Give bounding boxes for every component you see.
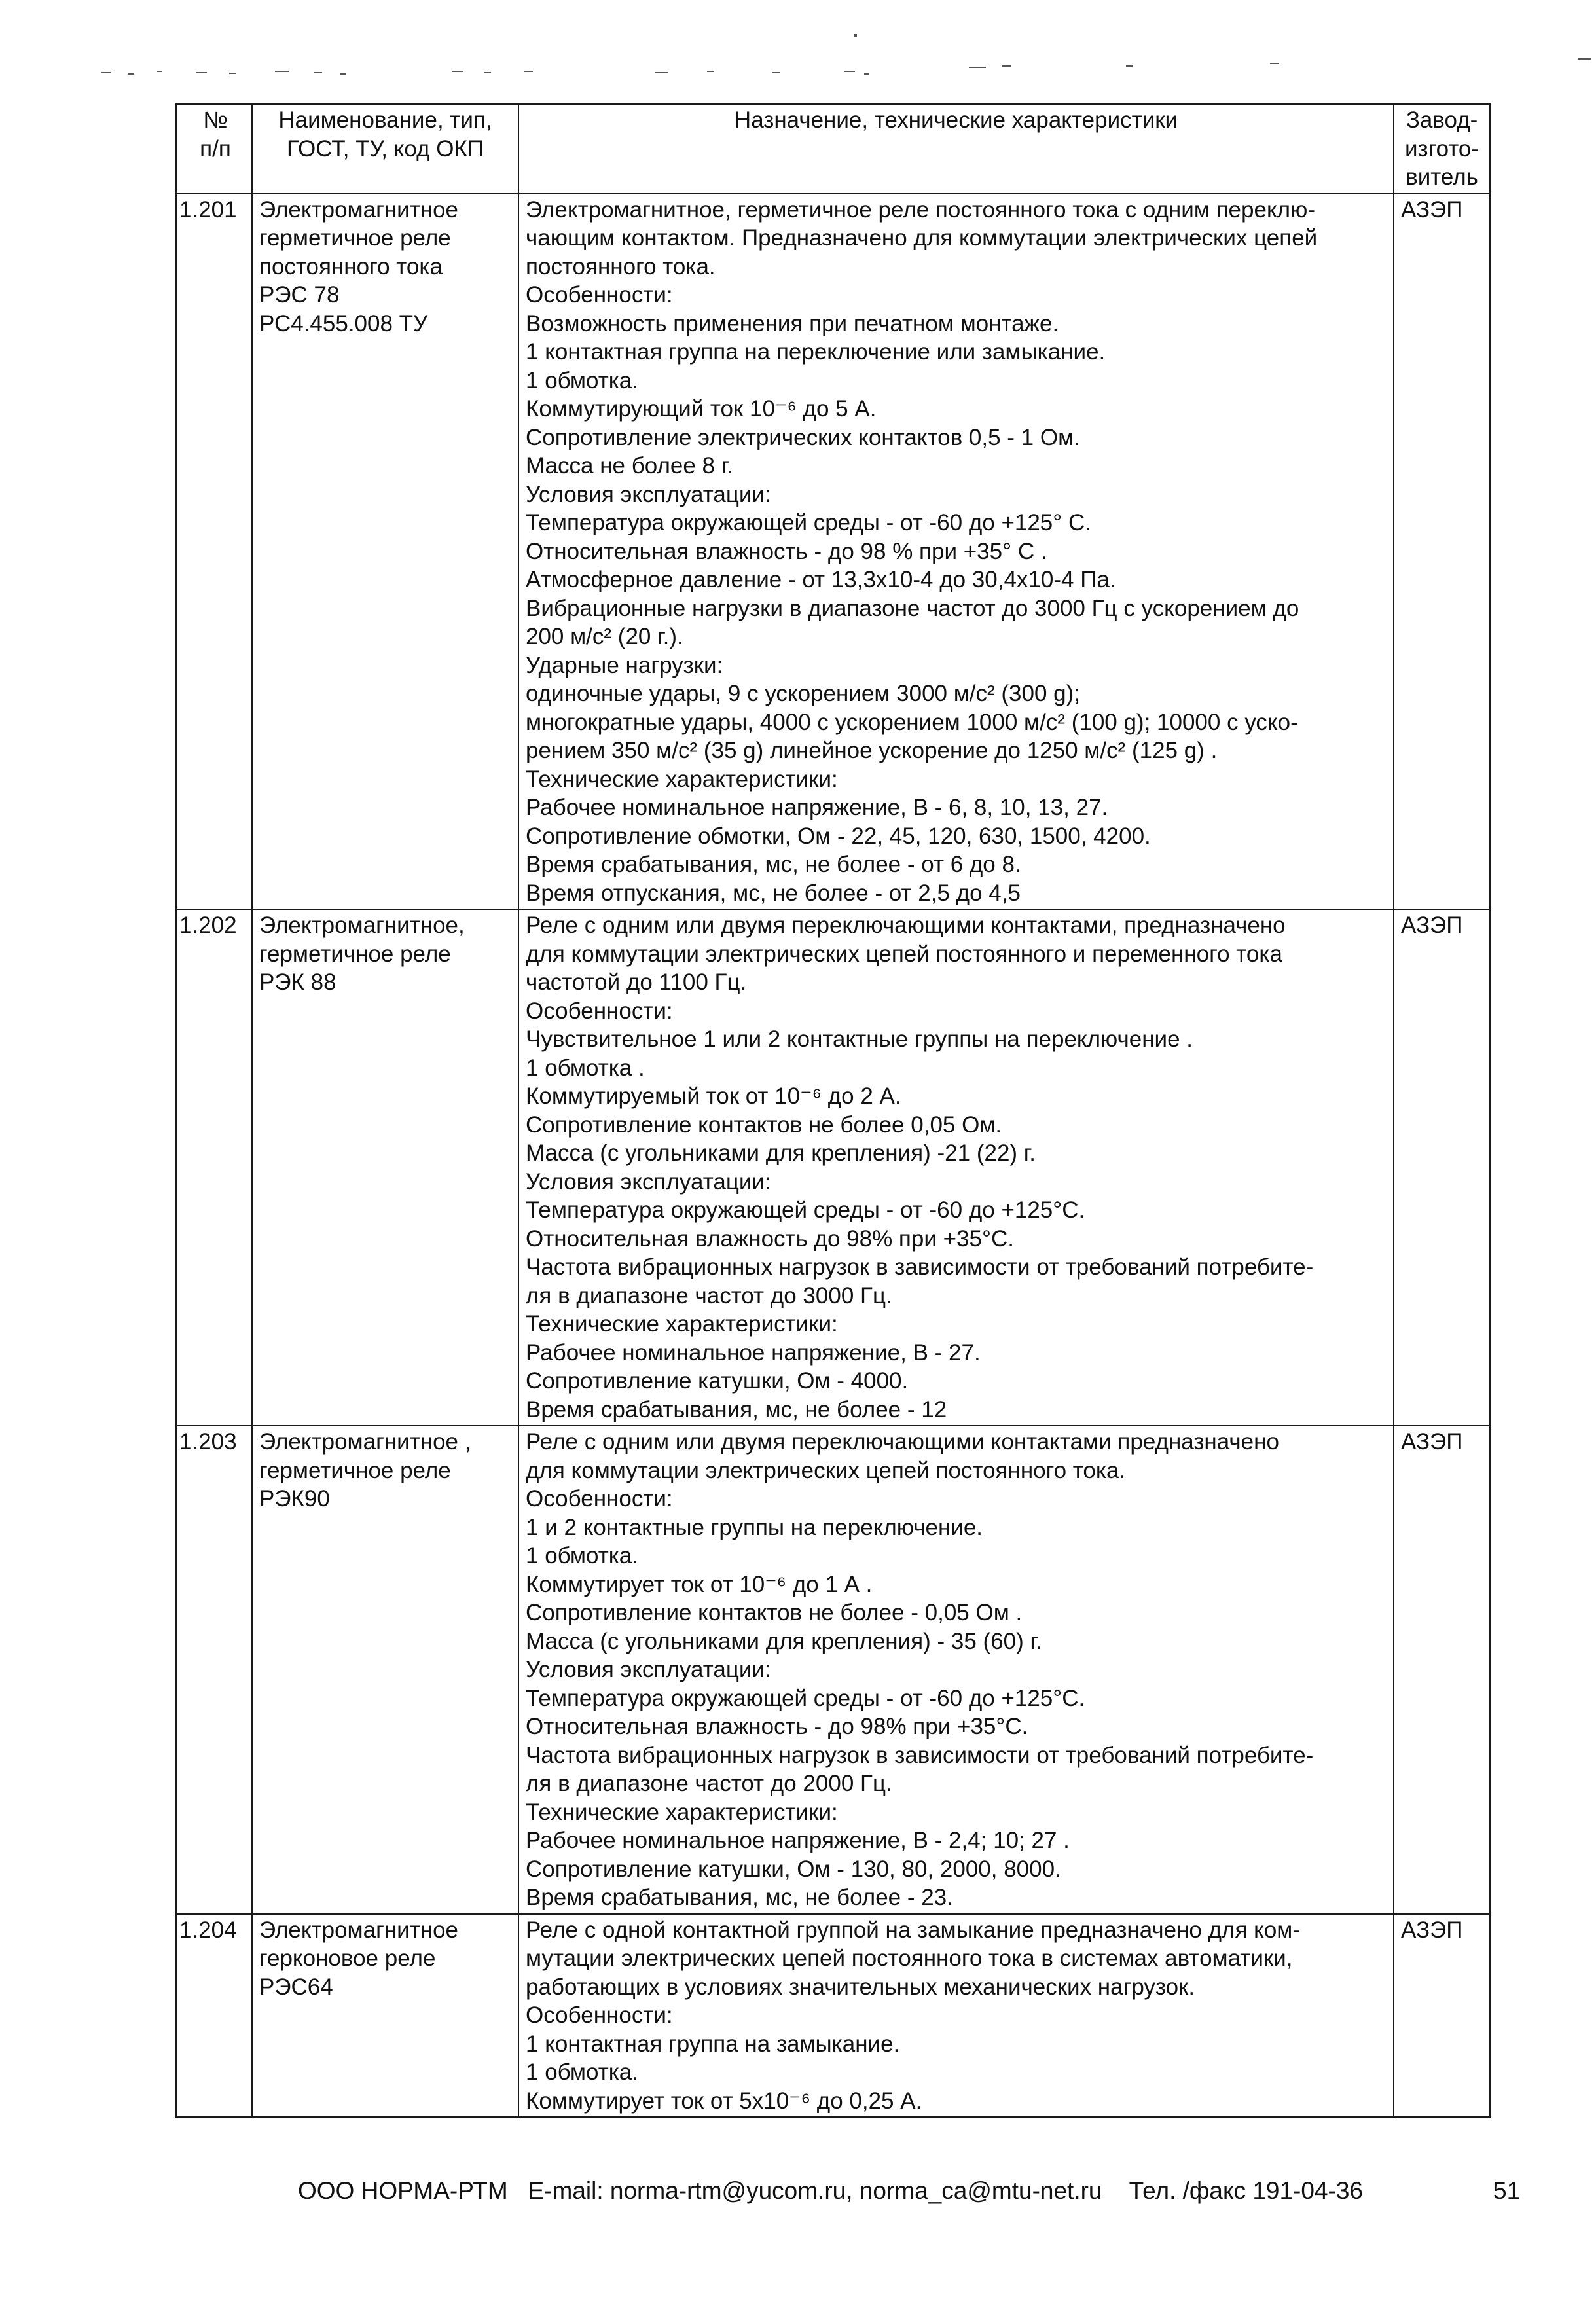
description-line: Электромагнитное, герметичное реле постоянного тока с одним переклю- bbox=[526, 196, 1315, 223]
description-line: 1 обмотка. bbox=[526, 2059, 638, 2085]
description-cell bbox=[518, 194, 1394, 910]
description-line: 1 обмотка. bbox=[526, 1543, 638, 1568]
description-line: Реле с одним или двумя переключающими контактами предназначено bbox=[526, 1429, 1279, 1455]
description-line: Особенности: bbox=[526, 282, 673, 308]
description-line: 1 обмотка . bbox=[526, 1055, 645, 1081]
product-name-line: Электромагнитное bbox=[259, 1917, 459, 1943]
description-line: Коммутируемый ток от 10⁻⁶ до 2 А. bbox=[526, 1083, 901, 1109]
description-line: Частота вибрационных нагрузок в зависимости от требований потребите- bbox=[526, 1254, 1314, 1280]
description-line: Сопротивление катушки, Ом - 130, 80, 2000, 8000. bbox=[526, 1856, 1061, 1882]
header-desc bbox=[518, 104, 1394, 194]
relay-table bbox=[175, 103, 1491, 2118]
description-line: Сопротивление обмотки, Ом - 22, 45, 120, 630, 1500, 4200. bbox=[526, 823, 1151, 849]
row-number bbox=[176, 909, 252, 1426]
description-line: Условия эксплуатации: bbox=[526, 1657, 771, 1682]
description-line: Коммутирует ток от 5х10⁻⁶ до 0,25 А. bbox=[526, 2088, 922, 2114]
manufacturer-cell bbox=[1394, 1914, 1490, 2118]
description-line: работающих в условиях значительных механических нагрузок. bbox=[526, 1974, 1195, 2000]
description-line: Вибрационные нагрузки в диапазоне частот до 3000 Гц с ускорением до bbox=[526, 595, 1299, 621]
description-line: Условия эксплуатации: bbox=[526, 481, 771, 507]
description-line: Рабочее номинальное напряжение, В - 27. bbox=[526, 1339, 981, 1366]
description-line: Чувствительное 1 или 2 контактные группы на переключение . bbox=[526, 1026, 1193, 1052]
manufacturer-text: АЗЭП bbox=[1401, 913, 1463, 938]
product-name-line: Электромагнитное, bbox=[259, 913, 465, 938]
header-maker-line: Завод- bbox=[1406, 107, 1478, 133]
description-line: мутации электрических цепей постоянного тока в системах автоматики, bbox=[526, 1946, 1293, 1971]
table-row bbox=[176, 1914, 1490, 2118]
product-name-line: РЭС64 bbox=[259, 1974, 333, 2000]
manufacturer-text: АЗЭП bbox=[1401, 1917, 1463, 1943]
description-line: Рабочее номинальное напряжение, В - 2,4; 10; 27 . bbox=[526, 1828, 1070, 1853]
row-number-text: 1.204 bbox=[179, 1917, 237, 1943]
manufacturer-cell bbox=[1394, 909, 1490, 1426]
product-name-line: РС4.455.008 ТУ bbox=[259, 310, 428, 336]
scan-noise-marks bbox=[0, 0, 1596, 92]
description-line: Время срабатывания, мс, не более - 12 bbox=[526, 1396, 947, 1422]
description-line: чающим контактом. Предназначено для коммутации электрических цепей bbox=[526, 225, 1318, 251]
description-line: постоянного тока. bbox=[526, 253, 716, 280]
description-line: Технические характеристики: bbox=[526, 1799, 838, 1825]
product-name-line: герметичное реле bbox=[259, 941, 451, 967]
description-line: Относительная влажность - до 98% при +35°С. bbox=[526, 1714, 1028, 1739]
description-line: Коммутирующий ток 10⁻⁶ до 5 А. bbox=[526, 396, 877, 422]
description-line: Время срабатывания, мс, не более - от 6 до 8. bbox=[526, 852, 1021, 877]
description-line: одиночные удары, 9 с ускорением 3000 м/с² (300 g); bbox=[526, 681, 1081, 706]
description-line: Сопротивление контактов не более - 0,05 Ом . bbox=[526, 1600, 1023, 1625]
description-line: ля в диапазоне частот до 3000 Гц. bbox=[526, 1282, 892, 1309]
header-num-line: п/п bbox=[200, 136, 231, 162]
header-desc-line: Назначение, технические характеристики bbox=[734, 107, 1178, 133]
description-line: Температура окружающей среды - от -60 до +125°С. bbox=[526, 1197, 1085, 1223]
description-line: для коммутации электрических цепей постоянного тока. bbox=[526, 1457, 1126, 1483]
product-name-cell bbox=[252, 194, 518, 910]
description-line: Особенности: bbox=[526, 1486, 673, 1512]
page-number: 51 bbox=[1493, 2177, 1521, 2204]
description-cell bbox=[518, 1914, 1394, 2118]
description-line: Сопротивление катушки, Ом - 4000. bbox=[526, 1368, 909, 1394]
row-number-text: 1.202 bbox=[179, 913, 237, 938]
product-name-cell bbox=[252, 1426, 518, 1914]
description-line: 1 контактная группа на замыкание. bbox=[526, 2031, 900, 2057]
description-line: Температура окружающей среды - от -60 до +125° С. bbox=[526, 510, 1091, 535]
description-line: Время срабатывания, мс, не более - 23. bbox=[526, 1885, 953, 1910]
description-line: 200 м/с² (20 г.). bbox=[526, 624, 683, 649]
description-line: Частота вибрационных нагрузок в зависимости от требований потребите- bbox=[526, 1742, 1314, 1768]
description-line: Относительная влажность до 98% при +35°С. bbox=[526, 1225, 1014, 1252]
description-line: Реле с одним или двумя переключающими контактами, предназначено bbox=[526, 913, 1286, 938]
description-line: 1 контактная группа на переключение или замыкание. bbox=[526, 339, 1106, 365]
product-name-cell bbox=[252, 1914, 518, 2118]
description-line: для коммутации электрических цепей постоянного и переменного тока bbox=[526, 941, 1282, 967]
header-maker-line: витель bbox=[1406, 164, 1478, 190]
description-line: Технические характеристики: bbox=[526, 766, 838, 792]
description-line: рением 350 м/с² (35 g) линейное ускорение до 1250 м/с² (125 g) . bbox=[526, 738, 1218, 763]
description-cell bbox=[518, 909, 1394, 1426]
description-line: Особенности: bbox=[526, 998, 673, 1024]
description-line: Сопротивление контактов не более 0,05 Ом. bbox=[526, 1112, 1002, 1138]
manufacturer-text: АЗЭП bbox=[1401, 196, 1463, 223]
manufacturer-cell bbox=[1394, 1426, 1490, 1914]
description-line: Ударные нагрузки: bbox=[526, 652, 723, 678]
row-number bbox=[176, 1426, 252, 1914]
table-row bbox=[176, 194, 1490, 910]
description-line: Особенности: bbox=[526, 2002, 673, 2028]
description-line: Рабочее номинальное напряжение, В - 6, 8, 10, 13, 27. bbox=[526, 795, 1108, 820]
footer-email: E-mail: norma-rtm@yucom.ru, norma_ca@mtu-net.ru bbox=[528, 2177, 1102, 2204]
description-line: Условия эксплуатации: bbox=[526, 1168, 771, 1195]
product-name-line: РЭК90 bbox=[259, 1486, 330, 1512]
row-number bbox=[176, 1914, 252, 2118]
description-line: Температура окружающей среды - от -60 до +125°С. bbox=[526, 1685, 1085, 1711]
description-line: многократные удары, 4000 с ускорением 1000 м/с² (100 g); 10000 с уско- bbox=[526, 709, 1298, 735]
footer-company: ООО НОРМА-РТМ bbox=[298, 2177, 508, 2204]
description-line: частотой до 1100 Гц. bbox=[526, 969, 747, 995]
description-line: Атмосферное давление - от 13,3х10-4 до 30,4х10-4 Па. bbox=[526, 567, 1116, 592]
product-name-line: герконовое реле bbox=[259, 1946, 436, 1971]
description-line: Время отпускания, мс, не более - от 2,5 до 4,5 bbox=[526, 880, 1021, 906]
manufacturer-text: АЗЭП bbox=[1401, 1429, 1463, 1455]
footer-phone: Тел. /факс 191-04-36 bbox=[1129, 2177, 1364, 2204]
description-line: Масса не более 8 г. bbox=[526, 453, 733, 479]
description-line: ля в диапазоне частот до 2000 Гц. bbox=[526, 1771, 892, 1796]
description-line: Возможность применения при печатном монтаже. bbox=[526, 310, 1059, 336]
header-name-line: Наименование, тип, bbox=[278, 107, 492, 133]
row-number bbox=[176, 194, 252, 910]
row-number-text: 1.201 bbox=[179, 196, 237, 223]
description-line: Масса (с угольниками для крепления) -21 (22) г. bbox=[526, 1140, 1036, 1166]
table-row bbox=[176, 1426, 1490, 1914]
header-maker-line: изгото- bbox=[1404, 136, 1479, 162]
description-line: Реле с одной контактной группой на замыкание предназначено для ком- bbox=[526, 1917, 1301, 1943]
header-name bbox=[252, 104, 518, 194]
header-num-line: № bbox=[203, 107, 228, 133]
product-name-line: РЭК 88 bbox=[259, 969, 336, 995]
header-name-line: ГОСТ, ТУ, код ОКП bbox=[286, 136, 484, 162]
product-name-line: герметичное реле bbox=[259, 225, 451, 251]
description-line: Сопротивление электрических контактов 0,5 - 1 Ом. bbox=[526, 424, 1080, 450]
product-name-line: Электромагнитное , bbox=[259, 1429, 471, 1455]
page-footer bbox=[298, 2177, 1363, 2205]
description-line: Масса (с угольниками для крепления) - 35 (60) г. bbox=[526, 1628, 1042, 1654]
product-name-line: герметичное реле bbox=[259, 1457, 451, 1483]
product-name-cell bbox=[252, 909, 518, 1426]
product-name-line: РЭС 78 bbox=[259, 282, 340, 308]
description-line: Коммутирует ток от 10⁻⁶ до 1 А . bbox=[526, 1571, 873, 1597]
product-name-line: постоянного тока bbox=[259, 253, 443, 280]
manufacturer-cell bbox=[1394, 194, 1490, 910]
table-row bbox=[176, 909, 1490, 1426]
description-cell bbox=[518, 1426, 1394, 1914]
row-number-text: 1.203 bbox=[179, 1429, 237, 1455]
description-line: Относительная влажность - до 98 % при +35° С . bbox=[526, 538, 1047, 564]
table-header-row bbox=[176, 104, 1490, 194]
description-line: 1 обмотка. bbox=[526, 367, 638, 393]
header-maker bbox=[1394, 104, 1490, 194]
description-line: 1 и 2 контактные группы на переключение. bbox=[526, 1514, 983, 1540]
description-line: Технические характеристики: bbox=[526, 1311, 838, 1337]
product-name-line: Электромагнитное bbox=[259, 196, 459, 223]
header-num bbox=[176, 104, 252, 194]
